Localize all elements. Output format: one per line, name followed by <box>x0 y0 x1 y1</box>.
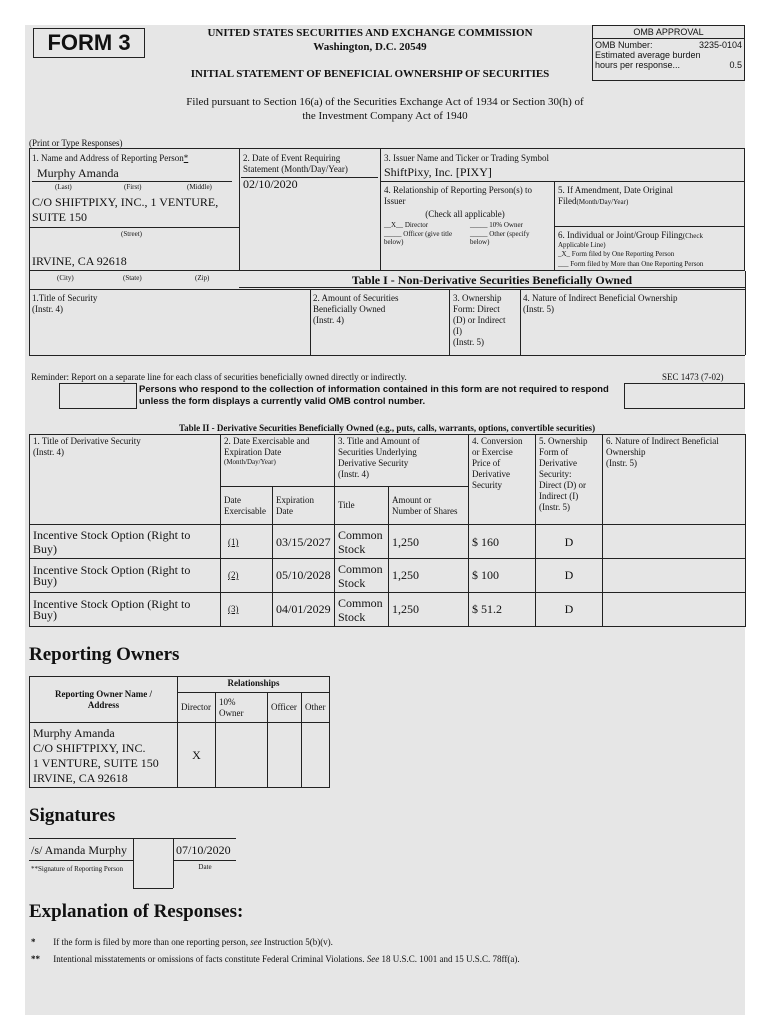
row-ownership-form: D <box>536 525 603 559</box>
signatures-heading: Signatures <box>29 805 116 826</box>
row-date-exercisable <box>221 593 273 627</box>
event-date-value: 02/10/2020 <box>243 177 298 191</box>
filing-multiple-persons: ___ Form filed by More than One Reporting Person <box>558 260 704 268</box>
date-label: Date <box>198 863 212 871</box>
table-row <box>30 593 746 627</box>
footnote-link[interactable]: (1) <box>228 537 239 547</box>
table2-head-conversion: 4. Conversion or Exercise Price of Derivative Security <box>469 435 536 525</box>
table2-title: Table II - Derivative Securities Beneficially Owned (e.g., puts, calls, warrants, options, convertible securities) <box>178 423 596 433</box>
event-date-label: 2. Date of Event Requiring Statement (Month/Day/Year) <box>243 153 348 174</box>
reporting-owners-heading: Reporting Owners <box>29 644 180 665</box>
table2-head-nature: 6. Nature of Indirect Beneficial Ownership (Instr. 5) <box>603 435 746 525</box>
table1-col-ownership: 3. Ownership Form: Direct (D) or Indirect (I) (Instr. 5) <box>453 293 506 347</box>
omb-burden-line1: Estimated average burden <box>595 50 701 60</box>
reminder-right-box <box>624 383 745 409</box>
explanation-note-1: * If the form is filed by more than one reporting person, see Instruction 5(b)(v). <box>31 937 333 947</box>
row-expiration-date: 05/10/2028 <box>273 559 335 593</box>
explanation-heading: Explanation of Responses: <box>29 901 244 922</box>
table2-head-dates: 2. Date Exercisable and Expiration Date (Month/Day/Year) <box>221 435 335 487</box>
form-label: FORM 3 <box>47 30 131 55</box>
middle-name-caption: (Middle) <box>187 183 212 191</box>
table2-head-title: 1. Title of Derivative Security (Instr. 4) <box>30 435 221 525</box>
signature-date: 07/10/2020 <box>176 843 231 857</box>
row-nature <box>603 559 746 593</box>
owner-ten-pct-cell <box>216 723 268 788</box>
footnote-link[interactable]: (2) <box>228 570 239 580</box>
explanation-note-2: ** Intentional misstatements or omissions of facts constitute Federal Criminal Violations. See 18 U.S.C. 1001 and 15 U.S.C. 78ff(a). <box>31 954 520 964</box>
issuer-label: 3. Issuer Name and Ticker or Trading Symbol <box>384 153 549 163</box>
owner-name-address: Murphy Amanda C/O SHIFTPIXY, INC. 1 VENTURE, SUITE 150 IRVINE, CA 92618 <box>30 723 178 788</box>
reporting-owners-table <box>29 676 330 788</box>
row-date-exercisable <box>221 525 273 559</box>
omb-number-value: 3235-0104 <box>698 40 742 50</box>
row-title: Incentive Stock Option (Right to Buy) <box>30 525 221 559</box>
row-amount: 1,250 <box>389 593 469 627</box>
owner-director-mark: X <box>178 723 216 788</box>
relationship-label: 4. Relationship of Reporting Person(s) to Issuer <box>384 185 532 206</box>
form-title: INITIAL STATEMENT OF BENEFICIAL OWNERSHIP OF SECURITIES <box>190 68 550 80</box>
reminder-text: Reminder: Report on a separate line for each class of securities beneficially owned directly or indirectly. <box>31 372 407 382</box>
row-exercise-price: $ 51.2 <box>469 593 536 627</box>
row-date-exercisable <box>221 559 273 593</box>
omb-control-notice: Persons who respond to the collection of information contained in this form are not required to respond unless the form displays a currently valid OMB control number. <box>139 384 609 407</box>
footnote-link[interactable]: (3) <box>228 604 239 614</box>
row-title: Incentive Stock Option (Right to Buy) <box>30 593 221 627</box>
table2-head-ownership: 5. Ownership Form of Derivative Security: Direct (D) or Indirect (I) (Instr. 5) <box>536 435 603 525</box>
omb-title: OMB APPROVAL <box>593 26 744 39</box>
form-label-box <box>33 28 145 58</box>
director-option: __X__ Director <box>384 221 429 229</box>
reporting-person-name: Murphy Amanda <box>37 166 119 180</box>
filed-pursuant-line1: Filed pursuant to Section 16(a) of the Securities Exchange Act of 1934 or Section 30(h) of <box>186 96 584 108</box>
print-note: (Print or Type Responses) <box>29 138 123 148</box>
officer-option: _____ Officer (give title below) <box>384 230 453 246</box>
address-line2: SUITE 150 <box>32 210 87 224</box>
table-row <box>30 723 330 788</box>
filing-type-label-2: Applicable Line) <box>558 241 606 249</box>
agency-location: Washington, D.C. 20549 <box>313 41 427 53</box>
relationships-header: Relationships <box>178 677 330 693</box>
row-underlying-title: Common Stock <box>335 559 389 593</box>
row-ownership-form: D <box>536 559 603 593</box>
other-option: _____ Other (specify below) <box>470 230 530 246</box>
table1-col-title: 1.Title of Security (Instr. 4) <box>32 293 98 314</box>
derivative-securities-table <box>29 434 746 627</box>
form-page <box>25 25 745 1015</box>
row-amount: 1,250 <box>389 525 469 559</box>
table2-head-amount: Amount or Number of Shares <box>389 487 469 525</box>
reminder-left-box <box>59 383 137 409</box>
agency-name: UNITED STATES SECURITIES AND EXCHANGE COMMISSION <box>207 27 533 39</box>
row-title: Incentive Stock Option (Right to Buy) <box>30 559 221 593</box>
row-underlying-title: Common Stock <box>335 593 389 627</box>
filed-pursuant-line2: the Investment Company Act of 1940 <box>302 110 468 122</box>
row-expiration-date: 03/15/2027 <box>273 525 335 559</box>
row-exercise-price: $ 160 <box>469 525 536 559</box>
city-state-zip: IRVINE, CA 92618 <box>32 254 127 268</box>
table-row <box>30 559 746 593</box>
other-header: Other <box>302 693 330 723</box>
table1-col-nature: 4. Nature of Indirect Beneficial Ownership (Instr. 5) <box>523 293 678 314</box>
row-underlying-title: Common Stock <box>335 525 389 559</box>
table2-head-und-title: Title <box>335 487 389 525</box>
owner-other-cell <box>302 723 330 788</box>
owner-officer-cell <box>268 723 302 788</box>
address-line1: C/O SHIFTPIXY, INC., 1 VENTURE, <box>32 195 219 209</box>
omb-approval-box <box>592 25 745 81</box>
signature-value: /s/ Amanda Murphy <box>31 843 127 857</box>
issuer-value: ShiftPixy, Inc. [PIXY] <box>384 165 492 179</box>
ten-pct-owner-option: _____ 10% Owner <box>470 221 523 229</box>
reporting-person-label: 1. Name and Address of Reporting Person* <box>32 153 189 163</box>
table2-header-row <box>30 435 746 487</box>
row-expiration-date: 04/01/2029 <box>273 593 335 627</box>
row-ownership-form: D <box>536 593 603 627</box>
state-caption: (State) <box>123 274 142 282</box>
table2-head-expiration: Expiration Date <box>273 487 335 525</box>
filing-one-person: _X_ Form filed by One Reporting Person <box>558 250 675 258</box>
last-name-caption: (Last) <box>55 183 72 191</box>
table1-title: Table I - Non-Derivative Securities Beneficially Owned <box>239 273 745 288</box>
amendment-label: 5. If Amendment, Date Original Filed(Month/Day/Year) <box>558 185 673 206</box>
check-all-applicable: (Check all applicable) <box>425 209 505 219</box>
officer-header: Officer <box>268 693 302 723</box>
omb-burden-line2: hours per response... <box>595 60 681 70</box>
sec-number: SEC 1473 (7-02) <box>662 372 724 382</box>
row-nature <box>603 525 746 559</box>
signature-label: **Signature of Reporting Person <box>31 865 123 873</box>
row-nature <box>603 593 746 627</box>
table2-head-underlying: 3. Title and Amount of Securities Underlying Derivative Security (Instr. 4) <box>335 435 469 487</box>
row-amount: 1,250 <box>389 559 469 593</box>
omb-number-label: OMB Number: <box>595 40 653 50</box>
table1-col-amount: 2. Amount of Securities Beneficially Owned (Instr. 4) <box>313 293 399 325</box>
city-caption: (City) <box>57 274 74 282</box>
table2-head-exercisable: Date Exercisable <box>221 487 273 525</box>
first-name-caption: (First) <box>124 183 142 191</box>
zip-caption: (Zip) <box>195 274 210 282</box>
director-header: Director <box>178 693 216 723</box>
owner-name-header: Reporting Owner Name / Address <box>30 677 178 723</box>
filing-type-label: 6. Individual or Joint/Group Filing(Check <box>558 230 703 240</box>
omb-burden-value: 0.5 <box>729 60 742 70</box>
row-exercise-price: $ 100 <box>469 559 536 593</box>
street-caption: (Street) <box>121 230 142 238</box>
ten-pct-owner-header: 10% Owner <box>216 693 268 723</box>
table-row <box>30 525 746 559</box>
